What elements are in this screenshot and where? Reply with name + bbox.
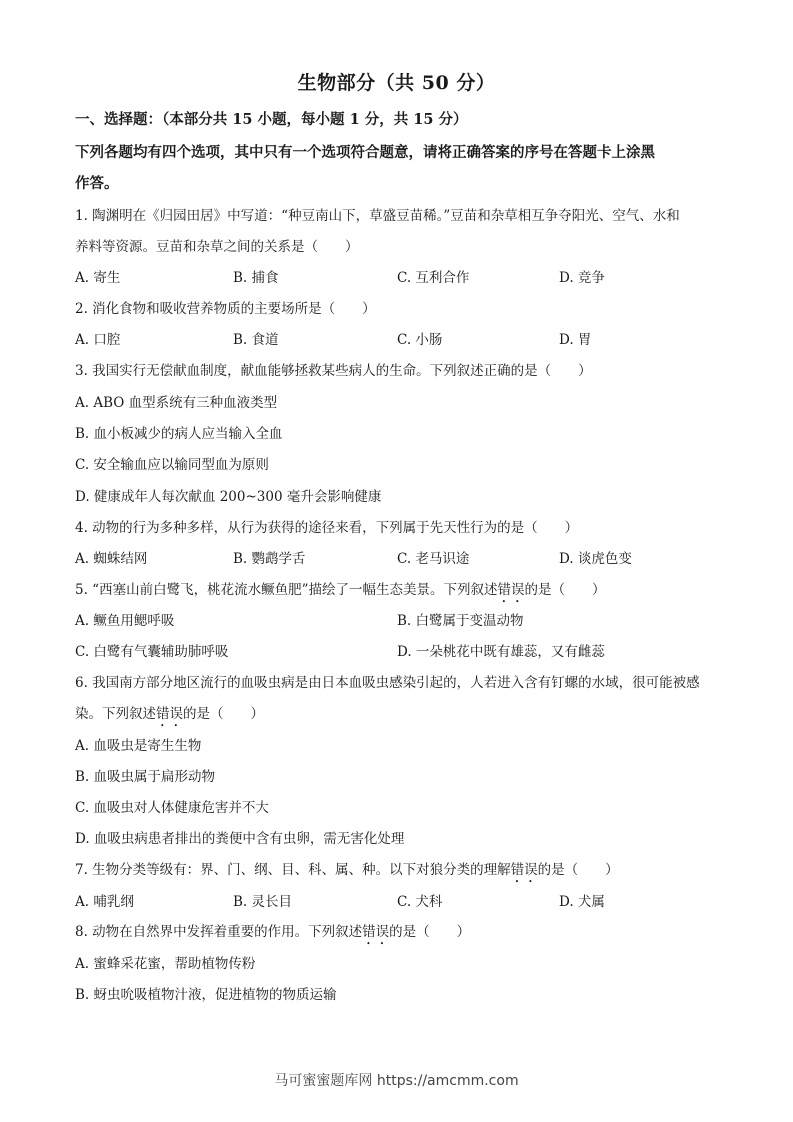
option-c: C. 犬科 — [397, 894, 443, 910]
question-6-option-d: D. 血吸虫病患者排出的粪便中含有虫卵，需无害化处理 — [75, 831, 405, 847]
question-6-option-a: A. 血吸虫是寄生生物 — [75, 738, 202, 754]
option-b: B. 捕食 — [233, 270, 279, 286]
question-5-stem — [75, 578, 605, 606]
question-4-stem: 4. 动物的行为多种多样，从行为获得的途径来看，下列属于先天性行为的是（ ） — [75, 520, 579, 536]
page-title: 生物部分（共 50 分） — [297, 72, 496, 94]
stem-text-end: 的是（ ） — [389, 924, 471, 940]
question-1-stem-line-2: 养料等资源。豆苗和杂草之间的关系是（ ） — [75, 239, 359, 255]
stem-text-end: 的是（ ） — [183, 706, 264, 722]
question-6-stem-line-1: 6. 我国南方部分地区流行的血吸虫病是由日本血吸虫感染引起的，人若进入含有钉螺的水域，很可能被感 — [75, 675, 700, 691]
stem-text: 染。下列叙述 — [75, 706, 156, 722]
option-b: B. 灵长目 — [233, 894, 293, 910]
option-a: A. 鳜鱼用鳃呼吸 — [75, 613, 175, 629]
question-3-option-a: A. ABO 血型系统有三种血液类型 — [75, 395, 278, 411]
question-3-option-b: B. 血小板减少的病人应当输入全血 — [75, 426, 283, 442]
option-b: B. 白鹭属于变温动物 — [397, 613, 524, 629]
option-b: B. 鹦鹉学舌 — [233, 551, 306, 567]
option-b: B. 食道 — [233, 332, 279, 348]
stem-text: 5. “西塞山前白鹭飞，桃花流水鳜鱼肥”描绘了一幅生态美景。下列叙述 — [75, 582, 498, 598]
stem-text-end: 的是（ ） — [524, 582, 606, 598]
question-6-option-c: C. 血吸虫对人体健康危害并不大 — [75, 800, 269, 816]
instruction-line-2: 作答。 — [75, 175, 119, 192]
question-3-option-c: C. 安全输血应以输同型血为原则 — [75, 457, 269, 473]
emphasis-word: 错误 — [510, 862, 538, 878]
instruction-line-1: 下列各题均有四个选项，其中只有一个选项符合题意，请将正确答案的序号在答题卡上涂黑 — [75, 144, 655, 161]
stem-text: 8. 动物在自然界中发挥着重要的作用。下列叙述 — [75, 924, 363, 940]
option-c: C. 白鹭有气囊辅助肺呼吸 — [75, 644, 229, 660]
question-7-stem — [75, 858, 619, 886]
option-d: D. 谈虎色变 — [559, 551, 632, 567]
section-heading: 一、选择题：（本部分共 15 小题，每小题 1 分，共 15 分） — [75, 111, 468, 128]
question-3-option-d: D. 健康成年人每次献血 200~300 毫升会影响健康 — [75, 489, 382, 505]
question-8-stem — [75, 920, 470, 948]
question-6-option-b: B. 血吸虫属于扁形动物 — [75, 769, 216, 785]
option-d: D. 竞争 — [559, 270, 605, 286]
option-d: D. 胃 — [559, 332, 592, 348]
emphasis-word: 错误 — [156, 706, 183, 722]
question-3-stem: 3. 我国实行无偿献血制度，献血能够拯救某些病人的生命。下列叙述正确的是（ ） — [75, 363, 592, 379]
question-2-stem: 2. 消化食物和吸收营养物质的主要场所是（ ） — [75, 301, 376, 317]
option-a: A. 蜘蛛结网 — [75, 551, 148, 567]
option-d: D. 犬属 — [559, 894, 605, 910]
question-1-stem-line-1: 1. 陶渊明在《归园田居》中写道：“种豆南山下，草盛豆苗稀。”豆苗和杂草相互争夺阳光、空气、水和 — [75, 208, 680, 224]
emphasis-word: 错误 — [497, 582, 525, 598]
stem-text-end: 的是（ ） — [537, 862, 619, 878]
option-c: C. 老马识途 — [397, 551, 470, 567]
option-a: A. 哺乳纲 — [75, 894, 134, 910]
option-c: C. 小肠 — [397, 332, 443, 348]
option-c: C. 互利合作 — [397, 270, 470, 286]
question-8-option-b: B. 蚜虫吮吸植物汁液，促进植物的物质运输 — [75, 987, 337, 1003]
option-a: A. 寄生 — [75, 270, 121, 286]
emphasis-word: 错误 — [362, 924, 390, 940]
stem-text: 7. 生物分类等级有：界、门、纲、目、科、属、种。以下对狼分类的理解 — [75, 862, 511, 878]
footer-watermark: 马可蜜蜜题库网 https://amcmm.com — [274, 1073, 519, 1089]
question-8-option-a: A. 蜜蜂采花蜜，帮助植物传粉 — [75, 956, 256, 972]
option-d: D. 一朵桃花中既有雄蕊，又有雌蕊 — [397, 644, 605, 660]
question-6-stem-line-2 — [75, 702, 264, 730]
option-a: A. 口腔 — [75, 332, 121, 348]
